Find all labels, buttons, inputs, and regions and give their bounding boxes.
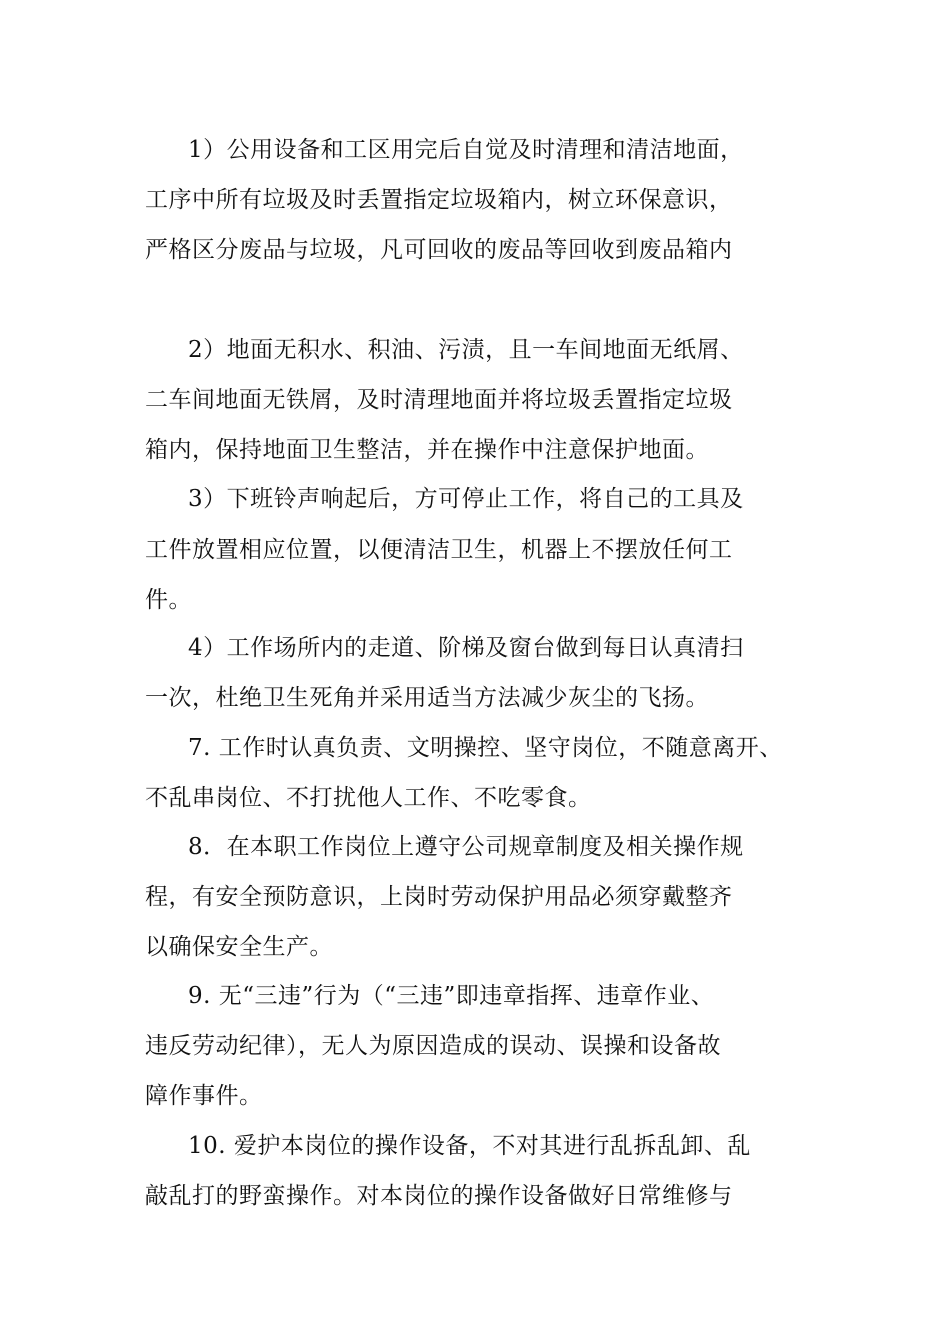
paragraph-9-line-3: 障作事件。 — [145, 1083, 263, 1109]
paragraph-1-line-2: 工序中所有垃圾及时丢置指定垃圾箱内，树立环保意识， — [145, 187, 733, 213]
paragraph-4-line-2: 一次，杜绝卫生死角并采用适当方法减少灰尘的飞扬。 — [145, 685, 709, 711]
paragraph-9-line-2: 违反劳动纪律），无人为原因造成的误动、误操和设备故 — [145, 1033, 721, 1059]
paragraph-2-line-2: 二车间地面无铁屑，及时清理地面并将垃圾丢置指定垃圾 — [145, 387, 733, 413]
paragraph-2-line-1: 2）地面无积水、积油、污渍，且一车间地面无纸屑、 — [188, 337, 744, 363]
paragraph-2-line-3: 箱内，保持地面卫生整洁，并在操作中注意保护地面。 — [145, 437, 709, 463]
paragraph-10-line-1: 10. 爱护本岗位的操作设备，不对其进行乱拆乱卸、乱 — [188, 1133, 751, 1159]
paragraph-8-line-1: 8．在本职工作岗位上遵守公司规章制度及相关操作规 — [188, 834, 744, 860]
paragraph-7-line-1: 7. 工作时认真负责、文明操控、坚守岗位，不随意离开、 — [188, 735, 783, 761]
paragraph-7-line-2: 不乱串岗位、不打扰他人工作、不吃零食。 — [145, 785, 592, 811]
paragraph-10-line-2: 敲乱打的野蛮操作。对本岗位的操作设备做好日常维修与 — [145, 1183, 733, 1209]
paragraph-1-line-1: 1）公用设备和工区用完后自觉及时清理和清洁地面， — [188, 137, 744, 163]
paragraph-9-line-1: 9. 无“三违”行为（“三违”即违章指挥、违章作业、 — [188, 983, 715, 1009]
paragraph-8-line-2: 程，有安全预防意识，上岗时劳动保护用品必须穿戴整齐 — [145, 884, 733, 910]
paragraph-1-line-3: 严格区分废品与垃圾，凡可回收的废品等回收到废品箱内 — [145, 237, 733, 263]
paragraph-4-line-1: 4）工作场所内的走道、阶梯及窗台做到每日认真清扫 — [188, 635, 744, 661]
paragraph-8-line-3: 以确保安全生产。 — [145, 934, 333, 960]
paragraph-3-line-3: 件。 — [145, 587, 192, 613]
paragraph-3-line-1: 3）下班铃声响起后，方可停止工作，将自己的工具及 — [188, 486, 744, 512]
paragraph-3-line-2: 工件放置相应位置，以便清洁卫生，机器上不摆放任何工 — [145, 537, 733, 563]
